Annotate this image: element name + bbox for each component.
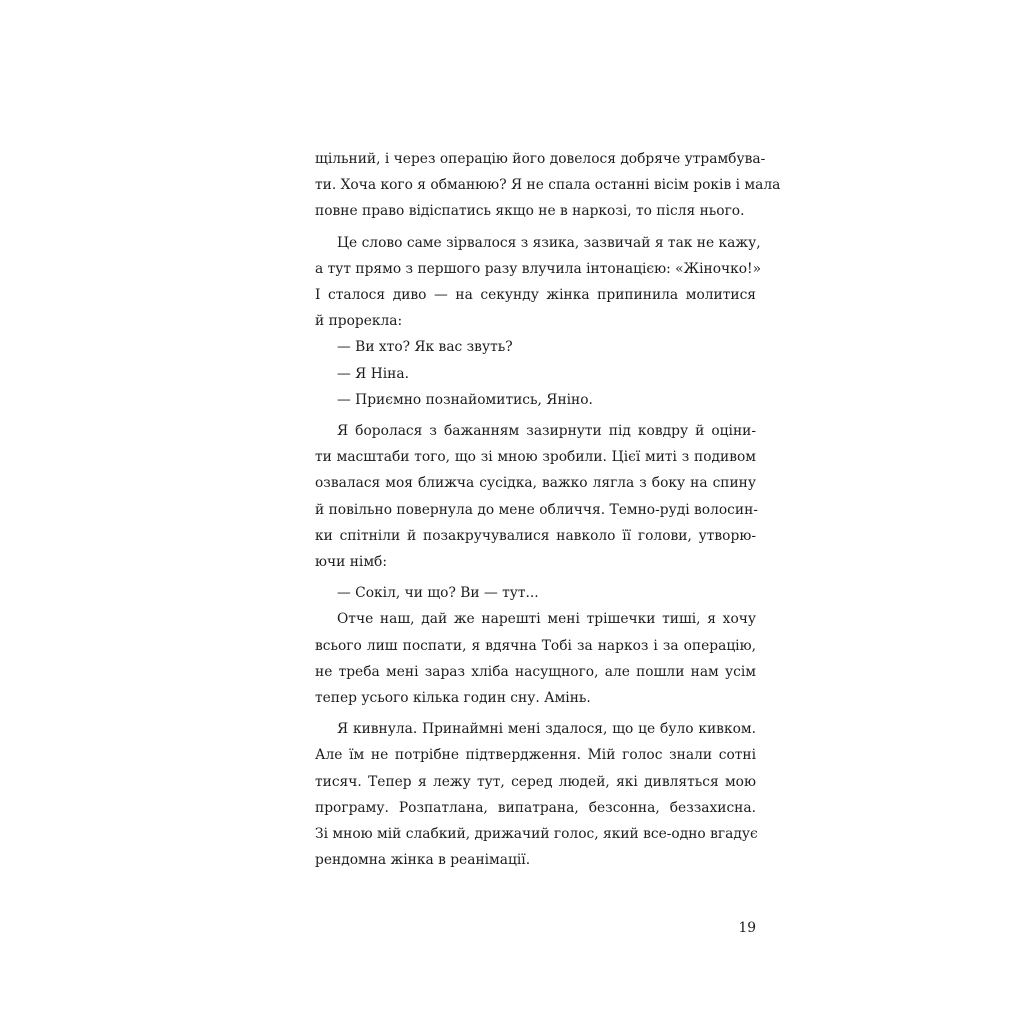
paragraph bbox=[315, 716, 756, 873]
text-line: а тут прямо з першого разу влучила інтонацією: «Жіночко!» bbox=[315, 260, 762, 277]
paragraph bbox=[315, 418, 756, 575]
text-line: — Сокіл, чи що? Ви — тут... bbox=[337, 585, 539, 602]
text-line: — Приємно познайомитись, Яніно. bbox=[337, 391, 593, 408]
dialogue-line bbox=[315, 387, 756, 413]
dialogue-line bbox=[315, 580, 756, 606]
text-line: щільний, і через операцію його довелося добряче утрамбува- bbox=[315, 151, 766, 167]
text-line: повне право відіспатись якщо не в наркозі, то після нього. bbox=[315, 203, 745, 220]
page-number: 19 bbox=[738, 920, 756, 936]
text-line: І сталося диво — на секунду жінка припинила молитися bbox=[315, 287, 756, 304]
text-line: Я боролася з бажанням зазирнути під ковдру й оціни- bbox=[337, 423, 756, 440]
text-line: програму. Розпатлана, випатрана, безсонна, беззахисна. bbox=[315, 799, 756, 816]
text-line: всього лиш поспати, я вдячна Тобі за наркоз і за операцію, bbox=[315, 637, 756, 654]
text-line: озвалася моя ближча сусідка, важко лягла з боку на спину bbox=[315, 475, 756, 492]
text-line: Я кивнула. Принаймні мені здалося, що це було кивком. bbox=[337, 721, 756, 738]
text-line: — Ви хто? Як вас звуть? bbox=[337, 339, 513, 356]
text-line: тисяч. Тепер я лежу тут, серед людей, які дивляться мою bbox=[315, 773, 756, 790]
text-line: не треба мені зараз хліба насущного, але пошли нам усім bbox=[315, 663, 756, 680]
paragraph bbox=[315, 146, 781, 225]
text-line: ти. Хоча кого я обманюю? Я не спала останні вісім років і мала bbox=[315, 177, 781, 194]
dialogue-line bbox=[315, 334, 756, 360]
text-line: тепер усього кілька годин сну. Амінь. bbox=[315, 690, 591, 707]
text-line: Але їм не потрібне підтвердження. Мій голос знали сотні bbox=[315, 747, 756, 764]
text-line: ючи німб: bbox=[315, 554, 388, 571]
text-line: Отче наш, дай же нарешті мені трішечки тиші, я хочу bbox=[337, 611, 756, 628]
dialogue-line bbox=[315, 361, 756, 387]
text-line: й повільно повернула до мене обличчя. Темно-руді волосин- bbox=[315, 501, 758, 518]
text-line: Зі мною мій слабкий, дрижачий голос, який все-одно вгадує bbox=[315, 826, 758, 843]
page-body bbox=[315, 146, 781, 873]
text-line: ки спітніли й позакручувалися навколо її голови, утворю- bbox=[315, 527, 756, 544]
text-line: ти масштаби того, що зі мною зробили. Цієї миті з подивом bbox=[315, 449, 756, 466]
paragraph bbox=[315, 606, 756, 711]
text-line: й прорекла: bbox=[315, 313, 403, 330]
text-line: — Я Ніна. bbox=[337, 365, 409, 382]
text-line: Це слово саме зірвалося з язика, зазвичай я так не кажу, bbox=[337, 234, 761, 251]
paragraph bbox=[315, 230, 762, 335]
text-line: рендомна жінка в реанімації. bbox=[315, 852, 531, 869]
